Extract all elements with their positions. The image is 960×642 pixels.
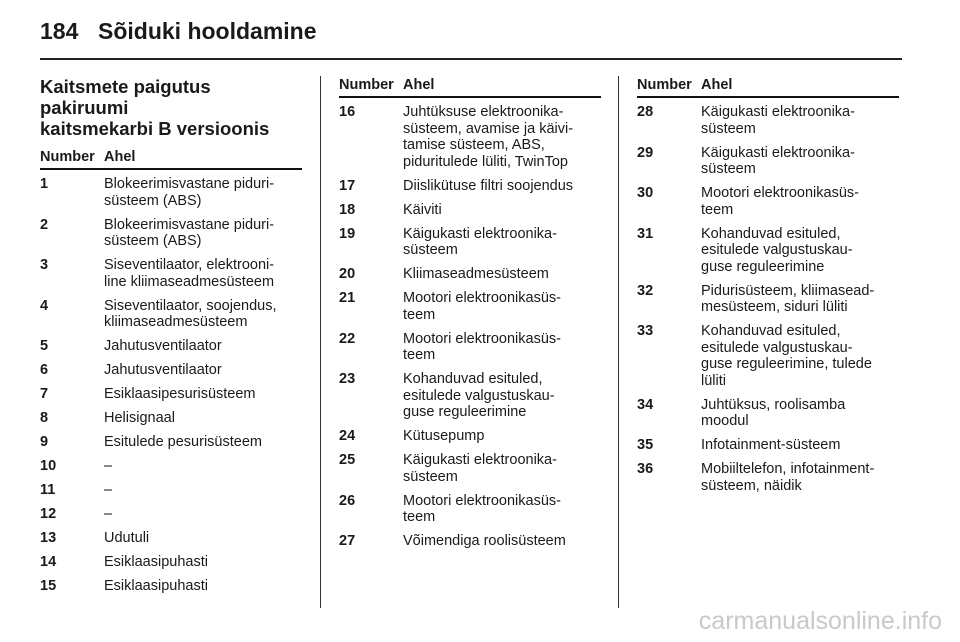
column-divider	[618, 76, 619, 608]
fuse-circuit: Kohanduvad esituled, esitulede valgustuskau- guse reguleerimine	[403, 371, 555, 420]
fuse-circuit: Siseventilaator, soojendus, kliimaseadmesüsteem	[104, 297, 277, 330]
table-row	[339, 331, 601, 364]
table-row	[339, 452, 601, 485]
table-row	[637, 185, 899, 218]
fuse-circuit: Infotainment-süsteem	[701, 437, 841, 453]
fuse-number: 22	[339, 330, 356, 347]
fuse-circuit: Helisignaal	[104, 410, 175, 426]
table-row	[339, 290, 601, 323]
fuse-number: 20	[339, 266, 356, 282]
fuse-number: 8	[40, 410, 49, 426]
fuse-number: 2	[40, 216, 49, 233]
table-row	[339, 104, 601, 170]
table-row	[40, 482, 302, 499]
table-row	[637, 283, 899, 316]
table-row	[40, 554, 302, 571]
fuse-circuit: –	[104, 482, 113, 498]
table-row	[339, 533, 601, 550]
fuse-number: 33	[637, 323, 654, 339]
fuse-number: 25	[339, 452, 356, 468]
section-title: Kaitsmete paigutus pakiruumi kaitsmekarbi B versioonis	[40, 76, 270, 139]
table-row	[40, 578, 302, 595]
fuse-number: 23	[339, 371, 356, 387]
fuse-number: 16	[339, 104, 356, 120]
fuse-circuit: Juhtüksus, roolisamba moodul	[701, 396, 846, 429]
fuse-number: 21	[339, 290, 356, 306]
fuse-number: 6	[40, 362, 49, 378]
table-row	[40, 257, 302, 290]
fuse-column-1	[40, 76, 302, 602]
fuse-list	[339, 104, 601, 550]
fuse-circuit: –	[104, 458, 113, 474]
fuse-circuit: –	[104, 506, 113, 522]
page-title: Sõiduki hooldamine	[98, 18, 317, 44]
table-row	[339, 202, 601, 219]
column-header-circuit: Ahel	[701, 77, 733, 93]
fuse-circuit: Mootori elektroonikasüs- teem	[701, 185, 859, 218]
table-row	[40, 410, 302, 427]
header-rule	[40, 58, 902, 60]
fuse-circuit: Käigukasti elektroonika- süsteem	[403, 452, 557, 485]
table-row	[637, 226, 899, 276]
fuse-circuit: Blokeerimisvastane piduri- süsteem (ABS)	[104, 216, 275, 249]
fuse-number: 1	[40, 176, 49, 192]
fuse-number: 29	[637, 144, 654, 161]
fuse-circuit: Mobiiltelefon, infotainment- süsteem, näidik	[701, 461, 875, 494]
fuse-number: 12	[40, 506, 57, 522]
fuse-list	[40, 176, 302, 595]
fuse-number: 11	[40, 482, 56, 498]
fuse-circuit: Siseventilaator, elektrooni- line kliimaseadmesüsteem	[104, 257, 275, 290]
fuse-circuit: Mootori elektroonikasüs- teem	[403, 330, 561, 363]
column-divider	[320, 76, 321, 608]
fuse-circuit: Pidurisüsteem, kliimasead- mesüsteem, siduri lüliti	[701, 282, 875, 315]
page-header	[40, 18, 902, 60]
fuse-number: 17	[339, 177, 356, 194]
fuse-number: 5	[40, 338, 49, 354]
fuse-circuit: Udutuli	[104, 530, 150, 546]
table-row	[637, 104, 899, 137]
fuse-number: 30	[637, 185, 654, 201]
table-row	[637, 323, 899, 389]
table-row	[637, 397, 899, 430]
table-row	[637, 437, 899, 454]
fuse-circuit: Esiklaasipuhasti	[104, 554, 208, 570]
fuse-number: 26	[339, 492, 356, 509]
fuse-number: 31	[637, 225, 654, 242]
table-row	[40, 362, 302, 379]
fuse-number: 14	[40, 554, 57, 570]
fuse-number: 4	[40, 297, 49, 314]
fuse-circuit: Kohanduvad esituled, esitulede valgustuskau- guse reguleerimine	[701, 225, 853, 275]
fuse-circuit: Juhtüksuse elektroonika- süsteem, avamise ja käivi- tamise süsteem, ABS, piduritulede lüliti, TwinTop	[403, 104, 574, 170]
fuse-number: 19	[339, 225, 356, 242]
fuse-circuit: Käigukasti elektroonika- süsteem	[403, 225, 557, 258]
table-row	[637, 461, 899, 494]
column-header-circuit: Ahel	[104, 149, 136, 165]
page-number: 184	[40, 18, 79, 44]
fuse-circuit: Käigukasti elektroonika- süsteem	[701, 104, 855, 137]
fuse-number: 27	[339, 533, 356, 549]
table-row	[40, 530, 302, 547]
table-row	[40, 217, 302, 250]
fuse-circuit: Jahutusventilaator	[104, 362, 222, 378]
fuse-number: 15	[40, 578, 57, 594]
table-row	[40, 386, 302, 403]
fuse-circuit: Kohanduvad esituled, esitulede valgustuskau- guse reguleerimine, tulede lüliti	[701, 323, 872, 389]
fuse-circuit: Käiviti	[403, 201, 442, 218]
fuse-circuit: Jahutusventilaator	[104, 338, 222, 354]
table-row	[339, 178, 601, 195]
fuse-circuit: Kliimaseadmesüsteem	[403, 266, 549, 282]
fuse-number: 13	[40, 530, 57, 546]
table-row	[637, 145, 899, 178]
fuse-number: 32	[637, 282, 654, 299]
fuse-number: 28	[637, 104, 654, 120]
watermark: carmanualsonline.info	[698, 607, 942, 635]
fuse-number: 35	[637, 437, 654, 453]
fuse-list	[637, 104, 899, 494]
table-row	[339, 226, 601, 259]
fuse-circuit: Võimendiga roolisüsteem	[403, 533, 566, 549]
table-header	[339, 76, 601, 98]
fuse-circuit: Blokeerimisvastane piduri- süsteem (ABS)	[104, 176, 275, 209]
table-row	[339, 493, 601, 526]
fuse-number: 3	[40, 257, 49, 273]
fuse-column-3	[637, 76, 899, 502]
table-row	[40, 434, 302, 451]
fuse-circuit: Esitulede pesurisüsteem	[104, 434, 262, 450]
fuse-number: 7	[40, 386, 49, 402]
column-header-number: Number	[40, 149, 95, 165]
column-header-number: Number	[339, 77, 394, 93]
fuse-circuit: Esiklaasipesurisüsteem	[104, 386, 256, 402]
fuse-number: 9	[40, 434, 49, 450]
table-row	[40, 458, 302, 475]
table-header	[637, 76, 899, 98]
fuse-circuit: Esiklaasipuhasti	[104, 578, 208, 594]
fuse-column-2	[339, 76, 601, 557]
fuse-circuit: Mootori elektroonikasüs- teem	[403, 290, 561, 323]
table-row	[339, 371, 601, 421]
table-row	[40, 176, 302, 209]
column-header-number: Number	[637, 77, 692, 93]
fuse-circuit: Mootori elektroonikasüs- teem	[403, 492, 561, 525]
column-header-circuit: Ahel	[403, 77, 435, 93]
table-row	[339, 266, 601, 283]
fuse-number: 24	[339, 428, 356, 444]
fuse-circuit: Diislikütuse filtri soojendus	[403, 177, 574, 194]
table-header	[40, 148, 302, 170]
fuse-circuit: Kütusepump	[403, 428, 485, 444]
fuse-number: 10	[40, 458, 57, 474]
fuse-circuit: Käigukasti elektroonika- süsteem	[701, 144, 855, 177]
table-row	[40, 506, 302, 523]
fuse-number: 18	[339, 201, 356, 218]
fuse-number: 36	[637, 461, 654, 477]
table-row	[40, 338, 302, 355]
fuse-number: 34	[637, 396, 654, 413]
table-row	[40, 298, 302, 331]
table-row	[339, 428, 601, 445]
